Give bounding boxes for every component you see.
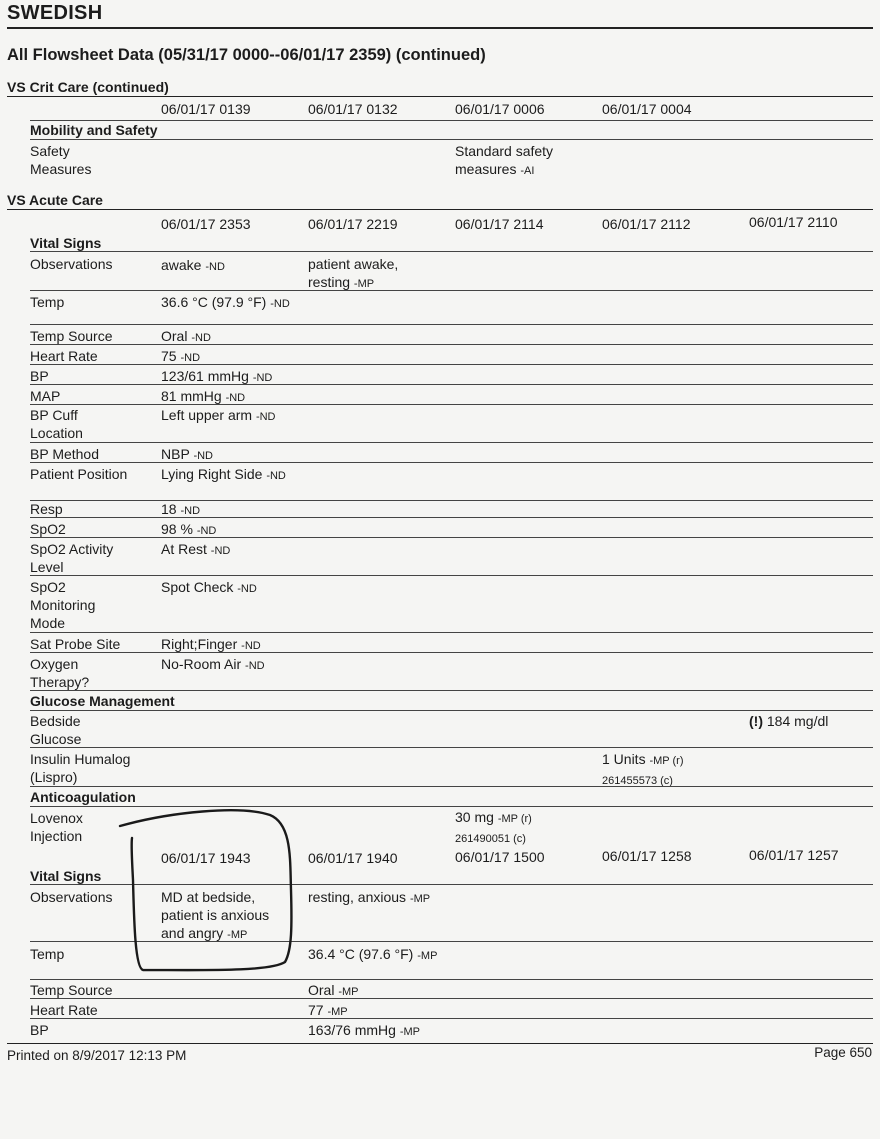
label-safety-measures: Safety Measures <box>30 143 92 177</box>
label-patient-position: Patient Position <box>30 466 128 482</box>
acute2-time-4: 06/01/17 1258 <box>602 848 692 864</box>
value-observations-2-1: MD at bedside, patient is anxious and angry -MP <box>161 889 270 941</box>
row-line <box>30 404 873 405</box>
row-line <box>30 139 873 140</box>
row-line <box>30 941 873 942</box>
row-line <box>30 747 873 748</box>
acute2-time-3: 06/01/17 1500 <box>455 849 545 865</box>
row-line <box>30 806 873 807</box>
group-anticoagulation: Anticoagulation <box>30 789 136 805</box>
row-line <box>30 690 873 691</box>
value-temp-2: 36.4 °C (97.6 °F) -MP <box>308 946 438 962</box>
label-oxygen-therapy: Oxygen Therapy? <box>30 656 90 690</box>
row-line <box>30 384 873 385</box>
label-temp-2: Temp <box>30 946 65 962</box>
page-title: All Flowsheet Data (05/31/17 0000--06/01/17 2359) (continued) <box>7 46 486 64</box>
crit-time-4: 06/01/17 0004 <box>602 101 692 117</box>
section-rule <box>7 96 873 97</box>
label-bp-2: BP <box>30 1022 49 1038</box>
value-bp-cuff-location: Left upper arm -ND <box>161 407 276 423</box>
acute-time-5: 06/01/17 2110 <box>749 214 838 230</box>
value-temp-source-2: Oral -MP <box>308 982 359 998</box>
value-temp-source: Oral -ND <box>161 328 211 344</box>
group-vital-signs-2: Vital Signs <box>30 868 102 884</box>
acute2-time-5: 06/01/17 1257 <box>749 847 839 863</box>
value-map: 81 mmHg -ND <box>161 388 246 404</box>
row-line <box>30 710 873 711</box>
value-observations-1: awake -ND <box>161 257 225 273</box>
label-sat-probe-site: Sat Probe Site <box>30 636 121 652</box>
value-spo2-monitoring-mode: Spot Check -ND <box>161 579 257 595</box>
acute-time-3: 06/01/17 2114 <box>455 216 544 232</box>
label-bp-cuff-location: BP Cuff Location <box>30 407 83 441</box>
row-line <box>30 517 873 518</box>
row-line <box>30 120 873 121</box>
value-oxygen-therapy: No-Room Air -ND <box>161 656 265 672</box>
row-line <box>30 344 873 345</box>
header-rule <box>7 27 873 29</box>
value-patient-position: Lying Right Side -ND <box>161 466 286 482</box>
label-bedside-glucose: Bedside Glucose <box>30 713 82 747</box>
label-temp-source: Temp Source <box>30 328 113 344</box>
value-insulin-humalog: 1 Units -MP (r) 261455573 (c) <box>602 751 684 787</box>
value-sat-probe-site: Right;Finger -ND <box>161 636 261 652</box>
row-line <box>30 364 873 365</box>
label-lovenox-injection: Lovenox Injection <box>30 810 83 844</box>
value-resp: 18 -ND <box>161 501 201 517</box>
brand-name: SWEDISH <box>7 2 103 24</box>
acute-time-1: 06/01/17 2353 <box>161 216 251 232</box>
value-temp-1: 36.6 °C (97.9 °F) -ND <box>161 294 290 310</box>
label-bp: BP <box>30 368 49 384</box>
value-bp-2: 163/76 mmHg -MP <box>308 1022 420 1038</box>
row-line <box>30 652 873 653</box>
acute2-time-1: 06/01/17 1943 <box>161 850 251 866</box>
label-bp-method: BP Method <box>30 446 100 462</box>
row-line <box>30 251 873 252</box>
section-crit-care: VS Crit Care (continued) <box>7 79 169 95</box>
row-line <box>30 537 873 538</box>
crit-time-3: 06/01/17 0006 <box>455 101 545 117</box>
row-line <box>30 290 873 291</box>
page-number: Page 650 <box>814 1045 872 1060</box>
label-spo2: SpO2 <box>30 521 66 537</box>
label-observations-2: Observations <box>30 889 113 905</box>
row-line <box>30 786 873 787</box>
group-glucose-management: Glucose Management <box>30 693 175 709</box>
acute2-time-2: 06/01/17 1940 <box>308 850 398 866</box>
crit-time-2: 06/01/17 0132 <box>308 101 398 117</box>
value-bp: 123/61 mmHg -ND <box>161 368 273 384</box>
footer-rule <box>7 1043 873 1044</box>
printed-on: Printed on 8/9/2017 12:13 PM <box>7 1048 187 1063</box>
value-spo2-activity-level: At Rest -ND <box>161 541 231 557</box>
value-observations-2: patient awake, resting -MP <box>308 256 399 290</box>
label-map: MAP <box>30 388 61 404</box>
row-line <box>30 1018 873 1019</box>
label-spo2-activity-level: SpO2 Activity Level <box>30 541 114 575</box>
crit-time-1: 06/01/17 0139 <box>161 101 251 117</box>
value-bedside-glucose: (!) 184 mg/dl <box>749 713 829 729</box>
acute-time-4: 06/01/17 2112 <box>602 216 691 232</box>
label-resp: Resp <box>30 501 63 517</box>
label-observations: Observations <box>30 256 113 272</box>
row-line <box>30 979 873 980</box>
section-acute-care: VS Acute Care <box>7 192 103 208</box>
row-line <box>30 575 873 576</box>
row-line <box>30 884 873 885</box>
label-insulin-humalog: Insulin Humalog (Lispro) <box>30 751 131 785</box>
value-lovenox-injection: 30 mg -MP (r) 261490051 (c) <box>455 809 532 845</box>
section-rule <box>7 209 873 210</box>
value-observations-2-2: resting, anxious -MP <box>308 889 431 905</box>
label-temp: Temp <box>30 294 65 310</box>
label-spo2-monitoring-mode: SpO2 Monitoring Mode <box>30 579 96 631</box>
label-heart-rate-2: Heart Rate <box>30 1002 98 1018</box>
value-heart-rate: 75 -ND <box>161 348 201 364</box>
label-temp-source-2: Temp Source <box>30 982 113 998</box>
row-line <box>30 632 873 633</box>
group-mobility-safety: Mobility and Safety <box>30 122 158 138</box>
row-line <box>30 462 873 463</box>
label-heart-rate: Heart Rate <box>30 348 98 364</box>
row-line <box>30 442 873 443</box>
value-heart-rate-2: 77 -MP <box>308 1002 348 1018</box>
group-vital-signs: Vital Signs <box>30 235 102 251</box>
value-spo2: 98 % -ND <box>161 521 217 537</box>
row-line <box>30 998 873 999</box>
acute-time-2: 06/01/17 2219 <box>308 216 398 232</box>
value-bp-method: NBP -ND <box>161 446 213 462</box>
row-line <box>30 324 873 325</box>
value-safety-measures: Standard safety measures -AI <box>455 143 554 177</box>
